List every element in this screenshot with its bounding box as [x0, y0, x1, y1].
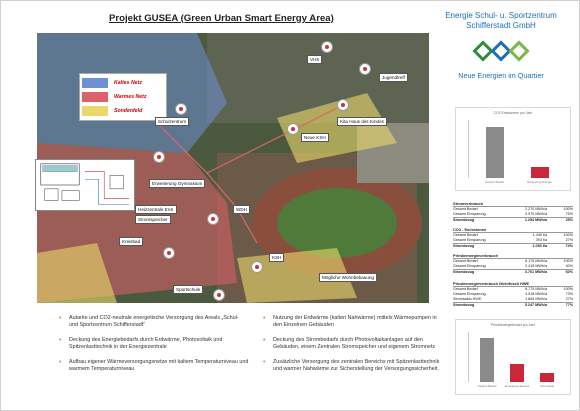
map-label-jugendtreff: Jugendtreff [379, 73, 408, 82]
legend-label: Sondenfeld [114, 108, 143, 114]
building-marker [321, 41, 333, 53]
chart-axis [468, 120, 469, 178]
table-title: Primärenergieverbrauch [453, 253, 573, 259]
legend-swatch [82, 92, 108, 102]
table-row [453, 269, 573, 274]
legend-swatch [82, 78, 108, 88]
map-label-neue-kita: Neue KSH [301, 133, 329, 142]
table-cell: Gesamt Einsparung [453, 238, 486, 242]
bullet-item: • Aufbau eigener Wärmeversorgungsnetze mit kaltem Temperaturniveau und warmem Temperaturniveau [59, 359, 249, 373]
building-marker [175, 103, 187, 115]
table-cell: 100% [563, 233, 573, 237]
table-cell: 60% [565, 270, 573, 274]
tagline: Neue Energien im Quartier [458, 71, 544, 80]
building-marker [337, 99, 349, 111]
building-marker [213, 289, 225, 301]
map-label-ksh: KSH [269, 253, 284, 262]
table-cell: Gesamt Bedarf [453, 287, 478, 291]
table-cell: 6.175 MWh/a [525, 259, 547, 263]
chart-bar [480, 338, 494, 382]
table-row [453, 238, 573, 243]
table-cell: 40% [565, 264, 573, 268]
table-cell: 2.970 MWh/a [525, 212, 547, 216]
table-row [453, 212, 573, 217]
bar-label: Einsparung Energie [527, 180, 552, 184]
map-label-heizzentrale: Heizzentrale EnS [135, 205, 177, 214]
table-cell: 25% [565, 218, 573, 222]
table-cell: 5.247 MWh/a [524, 303, 547, 307]
table-cell: 1.864 MWh/a [525, 297, 547, 301]
map-label-vhs: VHS [307, 55, 322, 64]
table-row [453, 264, 573, 269]
legend-item-cold [82, 76, 164, 90]
map-label-sportschule: Sportschule [173, 285, 203, 294]
legend-swatch [82, 106, 108, 116]
bullet-item: • Deckung des Energiebedarfs durch Erdwärme, Photovoltaik und Spitzenlasttechnik in der Energiezentrale [59, 337, 249, 351]
chart-title: CO2 Emissionen pro Jahr [493, 111, 533, 115]
table-cell: 27% [565, 238, 573, 242]
technical-drawing [35, 159, 135, 211]
table-cell: 2.418 MWh/a [525, 264, 547, 268]
map-label-kreisbad: Kreisbad [119, 237, 143, 246]
table-cell: 100% [563, 207, 573, 211]
table-cell: Strombezug [453, 218, 475, 222]
table-cell: 75% [565, 212, 573, 216]
table-cell: 2.270 MWh/a [525, 207, 547, 211]
map-legend [79, 73, 167, 121]
org-line-2: Schifferstadt GmbH [466, 21, 536, 30]
bullet-list-right [263, 315, 443, 381]
table-row [453, 243, 573, 248]
table-cell: 100% [563, 287, 573, 291]
table-row [453, 302, 573, 307]
company-logo [471, 35, 531, 67]
table-cell: 6.775 MWh/a [525, 287, 547, 291]
bullet-list-left [59, 315, 249, 381]
building-marker [163, 247, 175, 259]
bar-label: Gesamt Bedarf [477, 384, 497, 388]
table-cell: 1.053 t/a [532, 244, 547, 248]
table-cell: 100% [563, 259, 573, 263]
table-cell: 27% [565, 297, 573, 301]
energy-table [453, 281, 573, 307]
legend-item-probe-field [82, 104, 164, 118]
table-cell: 73% [565, 292, 573, 296]
bullet-item: • Nutzung der Erdwärme (kalten Nahwärme) mittels Wärmepumpen in den Einzelnen Gebäuden [263, 315, 443, 329]
table-cell: 73% [565, 244, 573, 248]
bullet-item: • Autarke und CO2-neutrale energetische Versorgung des Areals „Schul- und Sportzentrum Schifferstadt" [59, 315, 249, 329]
chart-bar [486, 127, 504, 178]
organization-name [431, 11, 571, 31]
org-line-1: Energie Schul- u. Sportzentrum [445, 11, 557, 20]
table-cell: Gesamt Einsparung [453, 292, 486, 296]
table-cell: 1.446 t/a [532, 233, 547, 237]
building-marker [153, 151, 165, 163]
table-title: CO2 - Emissionen [453, 227, 573, 233]
bullet-item: • Deckung des Strombedarfs durch Photovoltaikanlagen auf den Gebäuden, einem Zentralen Stromspeicher und eigenem Stromnetz [263, 337, 443, 351]
co2-emissions-chart [455, 107, 571, 191]
table-cell: Gesamt Einsparung [453, 264, 486, 268]
legend-label: Warmes Netz [114, 94, 147, 100]
chart-bar [510, 364, 524, 382]
chart-title: Primärenergiebedarf pro Jahr [490, 323, 536, 327]
chart-bar [531, 167, 549, 178]
table-title: Stromverbrauch [453, 201, 573, 207]
table-cell: Gesamt Bedarf [453, 259, 478, 263]
map-label-wdh: WDH [233, 205, 250, 214]
building-marker [251, 261, 263, 273]
map-label-schulzentrum: Schulzentrum [155, 117, 189, 126]
table-cell: Gesamt Einsparung [453, 212, 486, 216]
energy-table [453, 253, 573, 274]
bar-label: Gesamt Bedarf [485, 180, 504, 184]
building-marker [207, 213, 219, 225]
bullet-item: • Zusätzliche Versorgung des zentralen Bereichs mit Spitzenlasttechnik und warmer Nahwärme zur Sicherstellung der Versorgungssicherheit. [263, 359, 443, 373]
table-cell: Strombezug [453, 244, 475, 248]
table-cell: Strombezug [453, 303, 475, 307]
table-cell: Gesamt Bedarf [453, 207, 478, 211]
table-cell: 393 t/a [535, 238, 547, 242]
map-label-gymnasium: Erweiterung Gymnasium [149, 179, 205, 188]
table-row [453, 217, 573, 222]
table-cell: Stromsaldo HWE [453, 297, 482, 301]
bar-label: Stromsaldo [539, 384, 555, 388]
map-label-stromspeicher: Stromspeicher [135, 215, 171, 224]
table-cell: Gesamt Bedarf [453, 233, 478, 237]
primary-energy-chart [455, 319, 571, 395]
bar-label: Einsparung Energie [504, 384, 530, 388]
table-cell: Strombezug [453, 270, 475, 274]
energy-table [453, 201, 573, 222]
chart-bar [540, 373, 554, 382]
table-cell: 3.761 MWh/a [524, 270, 547, 274]
table-row [453, 297, 573, 302]
energy-table [453, 227, 573, 248]
building-marker [287, 123, 299, 135]
table-title: Primärenergieverbrauch Nichtfossil HWE [453, 281, 573, 287]
legend-item-warm [82, 90, 164, 104]
legend-label: Kaltes Netz [114, 80, 142, 86]
table-cell: 77% [565, 303, 573, 307]
map-label-kita: Kita Haus des Kindes [337, 117, 387, 126]
table-cell: 4.918 MWh/a [525, 292, 547, 296]
building-marker [359, 63, 371, 75]
page-title: Projekt GUSEA (Green Urban Smart Energy Area) [109, 13, 334, 24]
table-cell: 1.254 MWh/a [524, 218, 547, 222]
chart-axis [468, 332, 469, 382]
map-label-wohnbebauung: Mögliche Wohnbebauung [319, 273, 377, 282]
